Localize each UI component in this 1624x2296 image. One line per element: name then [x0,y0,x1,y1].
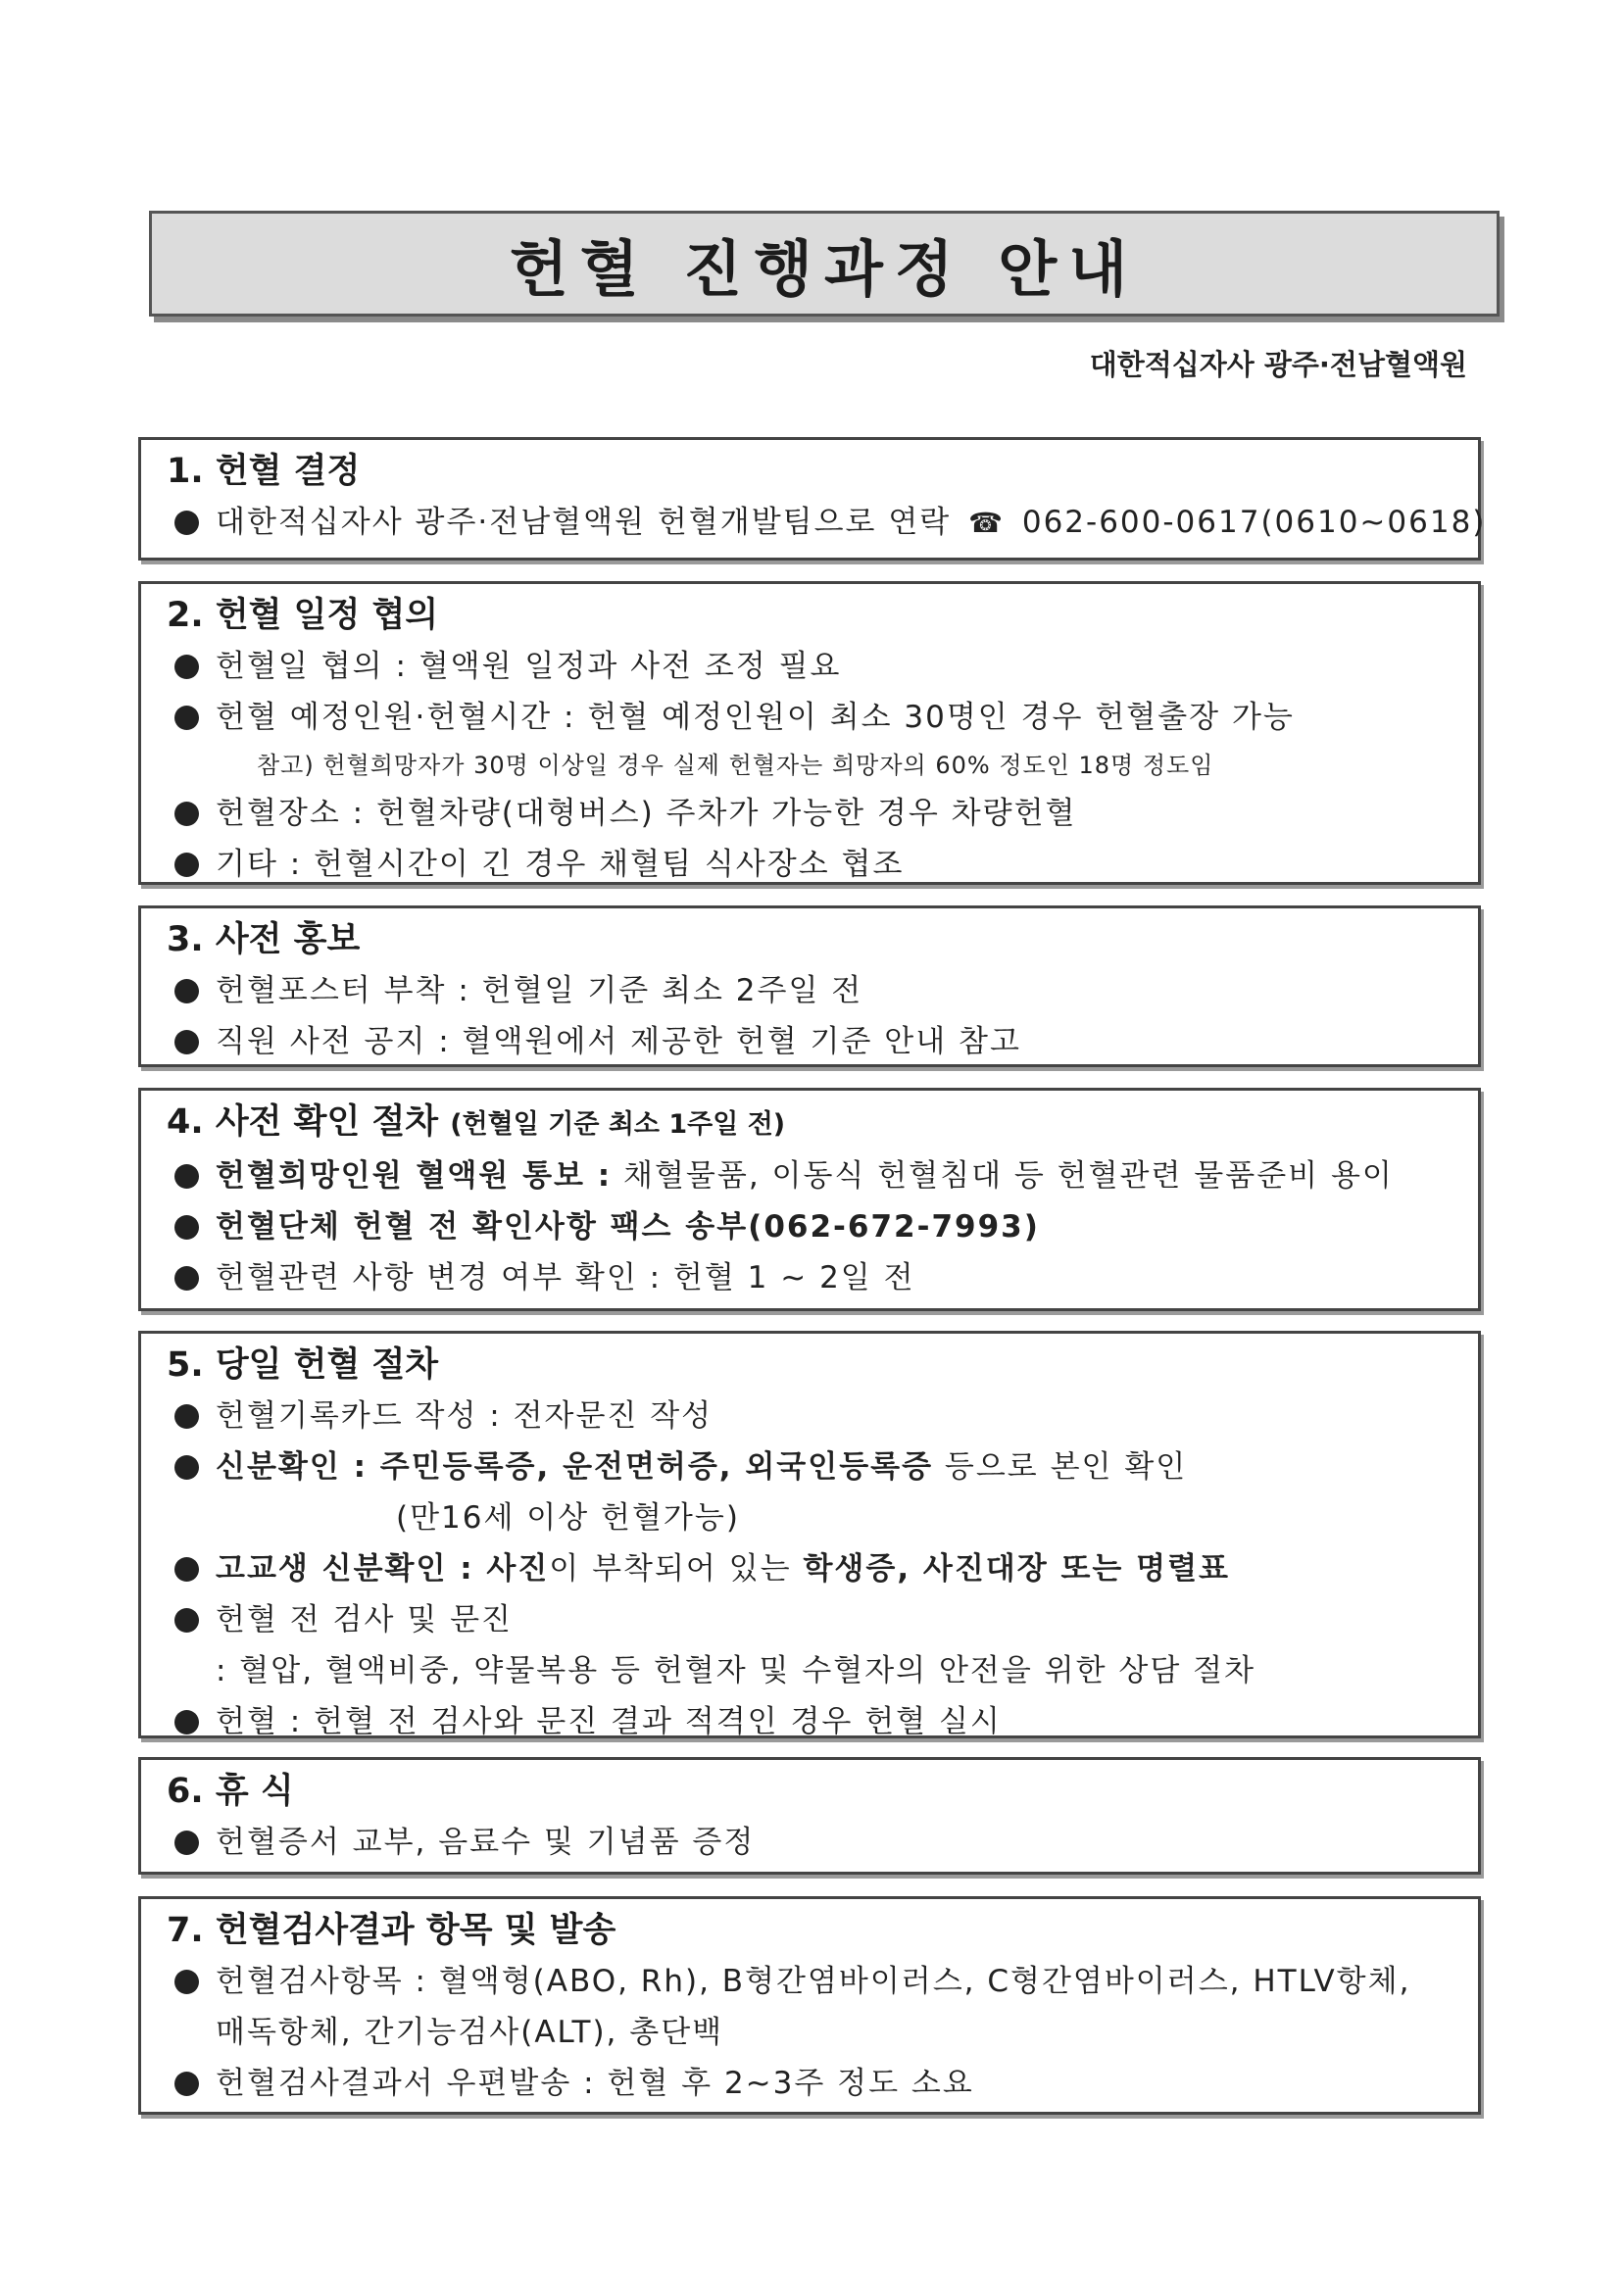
section-title: 5. 당일 헌혈 절차 [167,1345,439,1385]
list-item: 헌혈일 협의 : 혈액원 일정과 사전 조정 필요 [171,641,1458,692]
list-item: 헌혈단체 헌혈 전 확인사항 팩스 송부(062-672-7993) [171,1201,1458,1252]
bullet-icon [174,1970,199,1994]
list-item: 헌혈 예정인원·헌혈시간 : 헌혈 예정인원이 최소 30명인 경우 헌혈출장 가능 [171,692,1458,743]
section-4 [138,1088,1481,1311]
list-item: 신분확인 : 주민등록증, 운전면허증, 외국인등록증 등으로 본인 확인 [171,1441,1458,1492]
bullet-icon [174,1831,199,1855]
section-3 [138,905,1481,1067]
bullet-icon [174,979,199,1003]
bullet-icon [174,802,199,826]
section-title: 4. 사전 확인 절차 (헌혈일 기준 최소 1주일 전) [167,1102,786,1142]
list-item-sub: (만16세 이상 헌혈가능) [396,1500,740,1536]
bullet-icon [174,706,199,730]
bullet-icon [174,1164,199,1189]
bullet-icon [174,1266,199,1291]
list-item: 직원 사전 공지 : 혈액원에서 제공한 헌혈 기준 안내 참고 [171,1016,1458,1067]
list-item: 헌혈장소 : 헌혈차량(대형버스) 주차가 가능한 경우 차량헌혈 [171,788,1458,839]
page-title: 헌혈 진행과정 안내 [509,232,1140,305]
bullet-icon [174,853,199,877]
bullet-icon [174,1404,199,1429]
list-item-continuation: : 혈압, 혈액비중, 약물복용 등 헌혈자 및 수혈자의 안전을 위한 상담 절차 [216,1653,1256,1688]
section-title: 1. 헌혈 결정 [167,452,361,491]
section-1 [138,437,1487,561]
section-title: 2. 헌혈 일정 협의 [167,596,439,635]
list-item: 헌혈관련 사항 변경 여부 확인 : 헌혈 1 ~ 2일 전 [171,1252,1458,1303]
section-title: 7. 헌혈검사결과 항목 및 발송 [167,1911,616,1950]
bullet-icon [174,655,199,679]
section-title: 3. 사전 홍보 [167,920,361,959]
section-5 [138,1331,1481,1738]
list-item: 헌혈희망인원 혈액원 통보 : 채혈물품, 이동식 헌혈침대 등 헌혈관련 물품준비 용이 [171,1150,1458,1201]
list-item: 헌혈증서 교부, 음료수 및 기념품 증정 [171,1817,1458,1868]
list-item: 헌혈기록카드 작성 : 전자문진 작성 [171,1391,1458,1441]
section-7 [138,1896,1481,2115]
phone-icon: ☎ [968,507,1005,539]
list-item: 고교생 신분확인 : 사진이 부착되어 있는 학생증, 사진대장 또는 명렬표 [171,1543,1458,1594]
organization-name: 대한적십자사 광주·전남혈액원 [1089,348,1467,381]
list-item: 대한적십자사 광주·전남혈액원 헌혈개발팀으로 연락 ☎ 062-600-0617(0610~0618) [171,497,1458,549]
bullet-icon [174,2072,199,2096]
list-item: 헌혈검사결과서 우편발송 : 헌혈 후 2~3주 정도 소요 [171,2058,1458,2109]
bullet-icon [174,1455,199,1480]
list-item: 헌혈 : 헌혈 전 검사와 문진 결과 적격인 경우 헌혈 실시 [171,1696,1458,1747]
list-item: 헌혈검사항목 : 혈액형(ABO, Rh), B형간염바이러스, C형간염바이러스, HTLV항체, [171,1956,1458,2007]
title-box [149,211,1500,317]
list-item-continuation: 매독항체, 간기능검사(ALT), 총단백 [216,2015,724,2050]
list-item: 헌혈 전 검사 및 문진 [171,1594,1458,1645]
bullet-icon [174,1030,199,1054]
note-item: 참고) 헌혈희망자가 30명 이상일 경우 실제 헌혈자는 희망자의 60% 정도인 18명 정도임 [257,752,1214,779]
bullet-icon [174,1215,199,1240]
bullet-icon [174,1608,199,1633]
section-2 [138,581,1481,885]
bullet-icon [174,511,199,535]
list-item: 헌혈포스터 부착 : 헌혈일 기준 최소 2주일 전 [171,965,1458,1016]
section-title-note: (헌혈일 기준 최소 1주일 전) [450,1109,786,1140]
bullet-icon [174,1557,199,1582]
list-item: 기타 : 헌혈시간이 긴 경우 채혈팀 식사장소 협조 [171,839,1458,890]
bullet-icon [174,1710,199,1734]
section-title: 6. 휴 식 [167,1772,294,1811]
section-6 [138,1757,1481,1875]
